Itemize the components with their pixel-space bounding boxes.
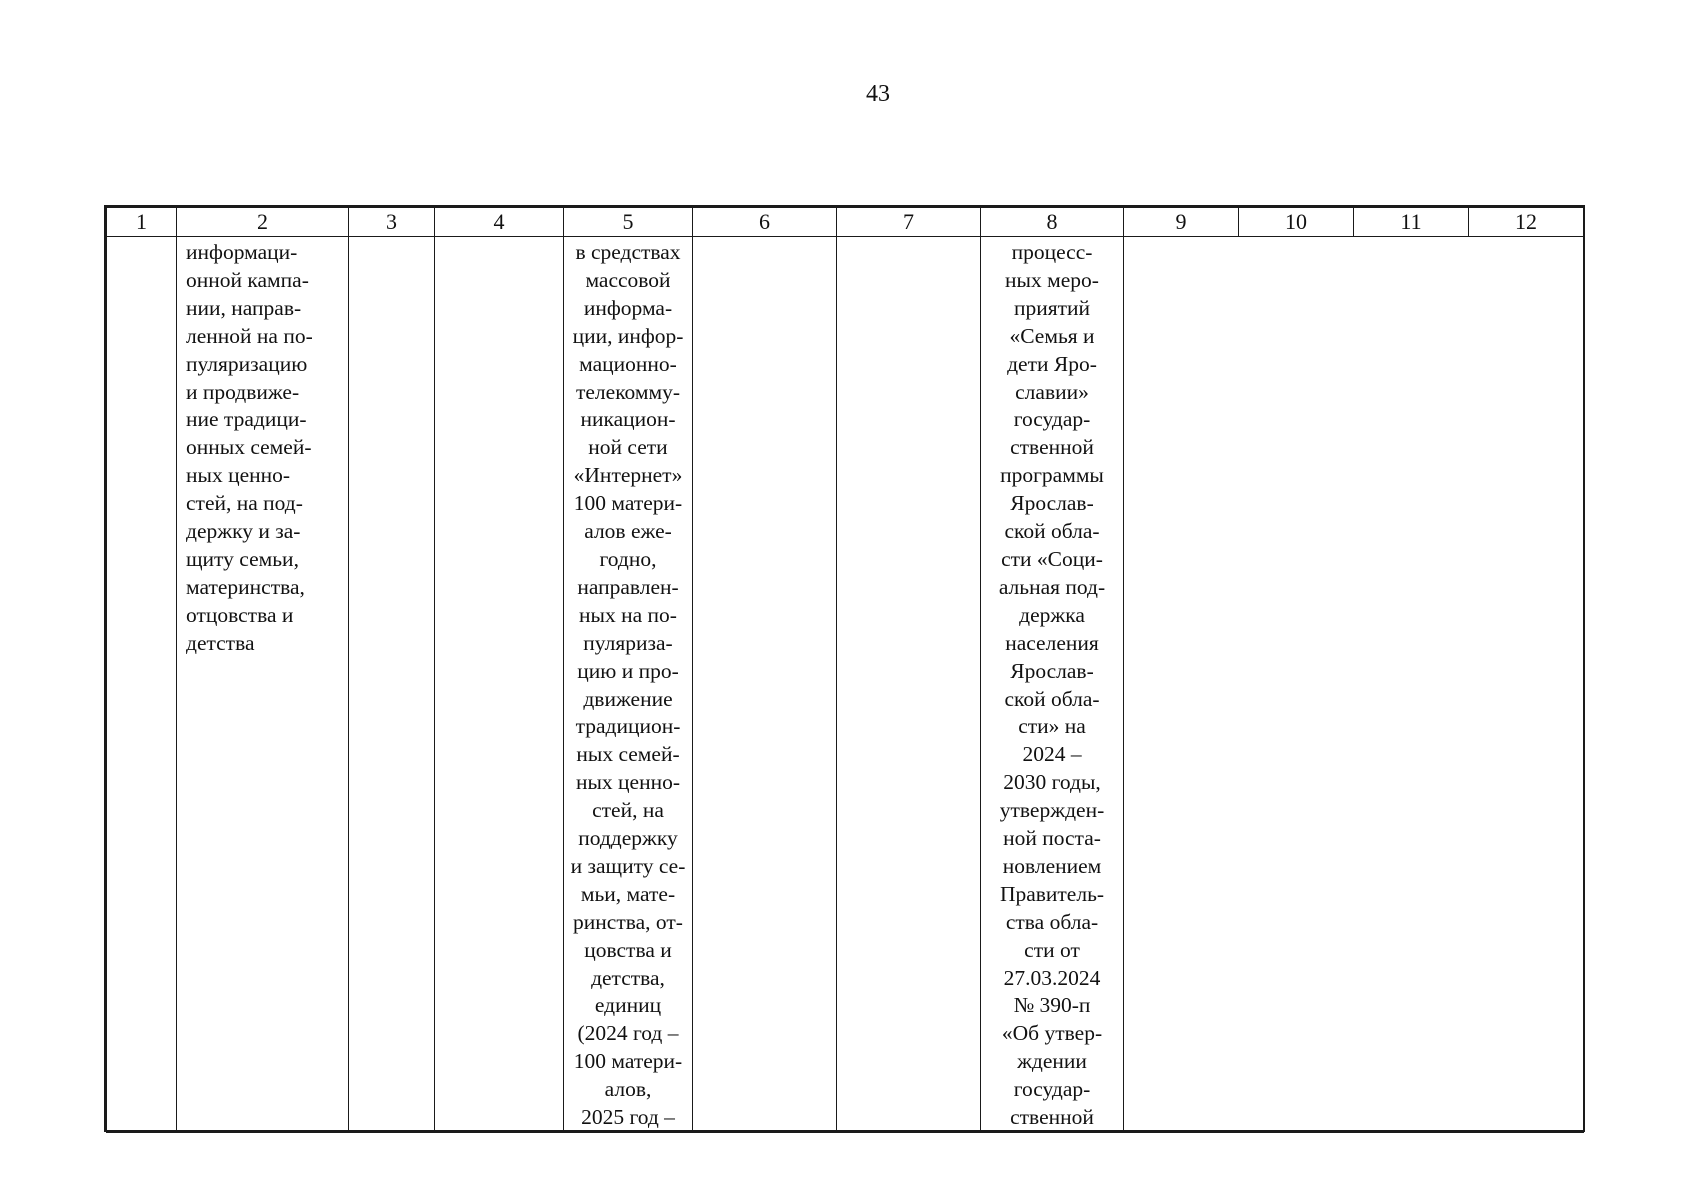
text-line: и защиту се- [570,853,686,878]
cell-col-7 [837,237,981,1133]
header-row [107,208,1584,237]
text-line: направлен- [577,574,679,599]
text-line: процесс- [1011,240,1093,264]
text-line: ной сети [588,435,668,460]
text-line: приятий [1013,295,1091,320]
text-line: ственной [1010,1105,1094,1130]
text-line: держка [1019,602,1085,627]
text-line: держку и за- [186,519,301,544]
text-line: ных ценно- [186,463,291,488]
text-line: ственной [1010,435,1094,460]
text-line: ской обла- [1004,519,1100,544]
text-line: 2025 год – [581,1105,675,1130]
text-line: и продвиже- [186,379,300,404]
text-line: мационно- [579,351,677,376]
table-row [107,237,1584,1133]
col-header-11: 11 [1354,208,1469,237]
text-line: годно, [599,546,657,571]
text-line: никацион- [580,407,676,432]
text-line: новлением [1002,853,1102,878]
text-line: сти «Соци- [1001,546,1103,571]
text-line: отцовства и [186,602,294,627]
text-line: «Семья и [1009,323,1095,348]
text-line: ринства, от- [573,909,683,934]
text-line: дети Яро- [1007,351,1097,376]
col-header-1: 1 [107,208,177,237]
text-line: детства, [591,965,665,990]
text-line: «Интернет» [573,463,683,488]
text-line: нии, направ- [186,295,302,320]
cell-col-1 [107,237,177,1133]
text-line: телекомму- [575,379,681,404]
cell-col-8 [981,237,1124,1133]
col-header-12: 12 [1469,208,1584,237]
cell-col-6 [693,237,837,1133]
text-line: (2024 год – [577,1021,679,1046]
indicator-description [564,237,692,1132]
text-line: детства [186,630,255,655]
page-number: 43 [866,81,890,107]
text-line: единиц [594,993,662,1018]
text-line: сти от [1024,937,1080,962]
text-line: ции, инфор- [572,323,684,348]
funding-source-description [981,237,1123,1132]
text-line: щиту семьи, [186,546,299,571]
text-line: «Об утвер- [1001,1021,1103,1046]
text-line: ской обла- [1004,686,1100,711]
text-line: ства обла- [1005,909,1099,934]
text-line: движение [583,686,673,711]
text-line: № 390-п [1013,993,1091,1018]
text-line: стей, на [592,798,664,823]
text-line: онных семей- [186,435,312,460]
text-line: утвержден- [999,798,1105,823]
text-line: ние традици- [186,407,307,432]
text-line: информаци- [186,240,298,264]
cell-col-9-12-merged [1124,237,1584,1133]
col-header-10: 10 [1239,208,1354,237]
text-line: массовой [585,267,671,292]
text-line: стей, на под- [186,491,303,516]
text-line: государ- [1013,1077,1091,1102]
col-header-2: 2 [177,208,349,237]
text-line: Правитель- [999,881,1105,906]
text-line: поддержку [578,826,678,851]
text-line: 2024 – [1022,742,1082,767]
document-table [104,205,1585,1132]
text-line: ных на по- [579,602,677,627]
col-header-4: 4 [435,208,564,237]
cell-col-3 [349,237,435,1133]
event-description [177,237,348,658]
text-line: ных меро- [1005,267,1099,292]
text-line: материнства, [186,574,305,599]
text-line: пуляризацию [186,351,308,376]
text-line: 100 матери- [573,491,683,516]
col-header-3: 3 [349,208,435,237]
text-line: ных ценно- [575,770,681,795]
text-line: сти» на [1018,714,1086,739]
cell-col-5 [564,237,693,1133]
text-line: традицион- [575,714,681,739]
col-header-9: 9 [1124,208,1239,237]
text-line: алов, [604,1077,652,1102]
text-line: информа- [583,295,673,320]
text-line: населения [1005,630,1099,655]
text-line: ных семей- [576,742,680,767]
text-line: программы [1000,463,1104,488]
col-header-5: 5 [564,208,693,237]
text-line: онной кампа- [186,267,309,292]
text-line: 100 матери- [573,1049,683,1074]
text-line: государ- [1013,407,1091,432]
col-header-8: 8 [981,208,1124,237]
text-line: цию и про- [577,658,679,683]
text-line: Ярослав- [1010,658,1094,683]
cell-col-4 [435,237,564,1133]
text-line: 2030 годы, [1003,770,1101,795]
text-line: алов еже- [584,519,672,544]
text-line: мьи, мате- [580,881,676,906]
text-line: в средствах [575,240,681,264]
text-line: альная под- [998,574,1106,599]
text-line: 27.03.2024 [1003,965,1101,990]
text-line: ленной на по- [186,323,313,348]
text-line: Ярослав- [1010,491,1094,516]
cell-col-2 [177,237,349,1133]
text-line: ной поста- [1003,826,1101,851]
text-line: славии» [1015,379,1089,404]
col-header-7: 7 [837,208,981,237]
col-header-6: 6 [693,208,837,237]
text-line: цовства и [584,937,672,962]
text-line: пуляриза- [583,630,673,655]
text-line: ждении [1017,1049,1087,1074]
